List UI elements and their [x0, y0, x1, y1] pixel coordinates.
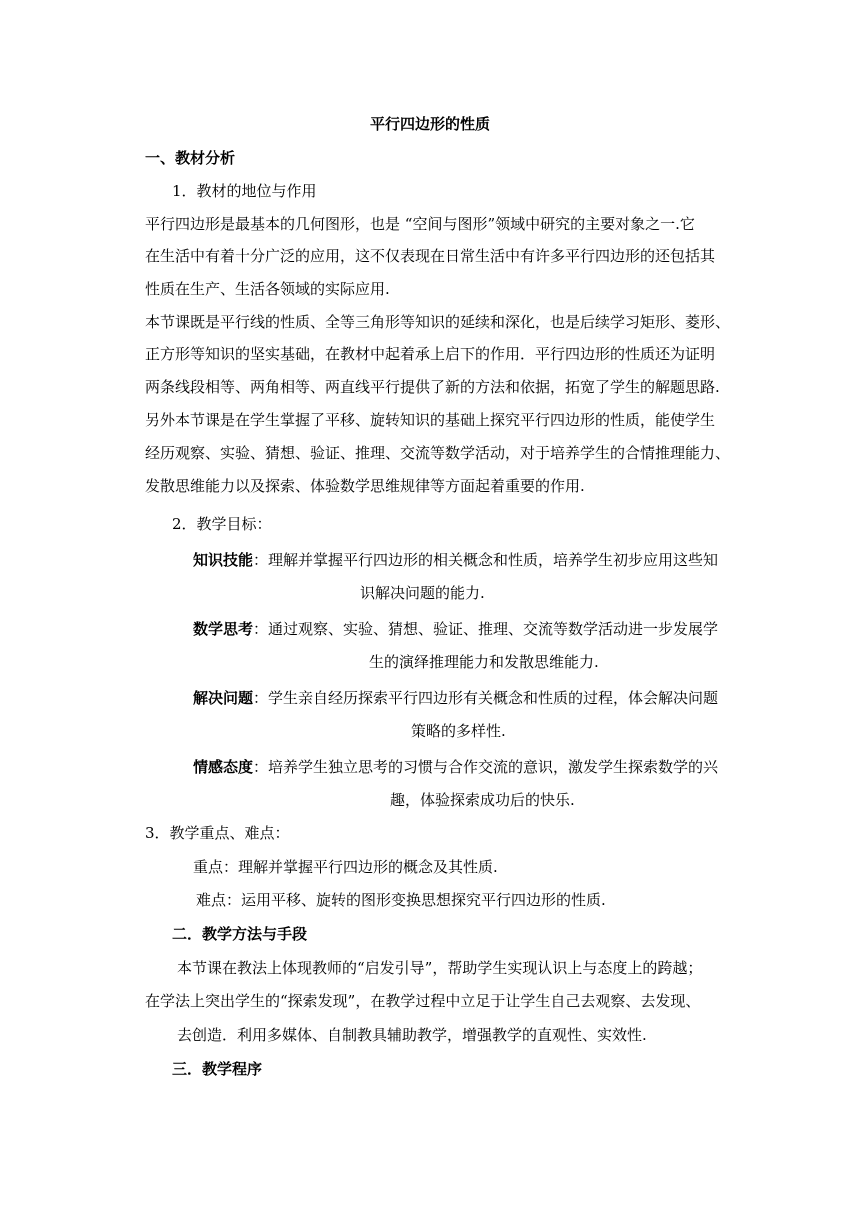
paragraph-line: 去创造．利用多媒体、自制教具辅助教学，增强教学的直观性、实效性. — [177, 1026, 647, 1044]
goal-text-continued: 生的演绎推理能力和发散思维能力. — [369, 653, 599, 671]
paragraph-line: 发散思维能力以及探索、体验数学思维规律等方面起着重要的作用. — [145, 477, 585, 495]
goal-label: 情感态度 — [193, 758, 254, 776]
goal-text-continued: 策略的多样性. — [411, 722, 506, 740]
paragraph-line: 本节课在教法上体现教师的“启发引导”，帮助学生实现认识上与态度上的跨越； — [177, 959, 703, 977]
paragraph-line: 正方形等知识的坚实基础，在教材中起着承上启下的作用．平行四边形的性质还为证明 — [145, 345, 716, 363]
goal-text-continued: 趣，体验探索成功后的快乐. — [390, 791, 575, 809]
goal-text: ：学生亲自经历探索平行四边形有关概念和性质的过程，体会解决问题 — [253, 689, 719, 707]
goal-text: ：培养学生独立思考的习惯与合作交流的意识，激发学生探索数学的兴 — [253, 758, 719, 776]
paragraph-line: 在生活中有着十分广泛的应用，这不仅表现在日常生活中有许多平行四边形的还包括其 — [145, 247, 716, 265]
paragraph-line: 平行四边形是最基本的几何图形，也是 “空间与图形”领域中研究的主要对象之一.它 — [145, 215, 695, 233]
paragraph-line: 在学法上突出学生的“探索发现”，在教学过程中立足于让学生自己去观察、去发现、 — [145, 992, 701, 1010]
difficult-point: 难点：运用平移、旋转的图形变换思想探究平行四边形的性质. — [196, 891, 606, 909]
paragraph-line: 经历观察、实验、猜想、验证、推理、交流等数学活动，对于培养学生的合情推理能力、 — [145, 444, 731, 462]
goal-item — [193, 688, 718, 708]
key-point: 重点：理解并掌握平行四边形的概念及其性质. — [193, 858, 498, 876]
goal-text: ：理解并掌握平行四边形的相关概念和性质，培养学生初步应用这些知 — [253, 551, 719, 569]
subheading-key-points: 3．教学重点、难点： — [145, 824, 290, 842]
section-heading-methods: 二．教学方法与手段 — [172, 925, 308, 943]
goal-label: 解决问题 — [193, 689, 254, 707]
paragraph-line: 性质在生产、生活各领域的实际应用. — [145, 280, 390, 298]
goal-text-continued: 识解决问题的能力. — [360, 584, 485, 602]
paragraph-line: 另外本节课是在学生掌握了平移、旋转知识的基础上探究平行四边形的性质，能使学生 — [145, 411, 716, 429]
subheading-goals: 2．教学目标： — [172, 515, 272, 533]
goal-item — [193, 619, 718, 639]
goal-item — [193, 550, 718, 570]
goal-item — [193, 757, 718, 777]
paragraph-line: 本节课既是平行线的性质、全等三角形等知识的延续和深化，也是后续学习矩形、菱形、 — [145, 313, 731, 331]
goal-text: ：通过观察、实验、猜想、验证、推理、交流等数学活动进一步发展学 — [253, 620, 719, 638]
goal-label: 知识技能 — [193, 551, 254, 569]
goal-label: 数学思考 — [193, 620, 254, 638]
document-title: 平行四边形的性质 — [369, 115, 490, 133]
section-heading-materials: 一、教材分析 — [145, 149, 236, 167]
section-heading-procedure: 三．教学程序 — [172, 1060, 263, 1078]
subheading-role: 1．教材的地位与作用 — [172, 182, 317, 200]
paragraph-line: 两条线段相等、两角相等、两直线平行提供了新的方法和依据，拓宽了学生的解题思路. — [145, 378, 720, 396]
